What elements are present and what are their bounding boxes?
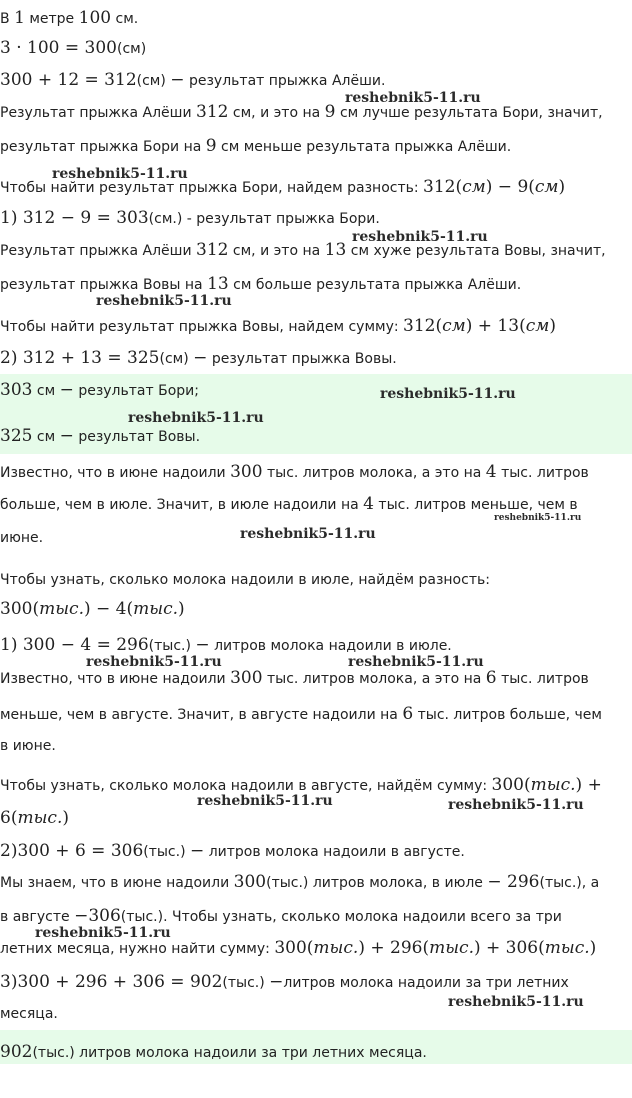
math-unit: тыс. <box>39 599 84 619</box>
text-segment: (см.) - результат прыжка Бори. <box>148 211 380 227</box>
math-expression: − <box>193 348 208 368</box>
watermark: reshebnik5-11.ru <box>35 925 171 941</box>
math-expression: −306 <box>74 906 121 926</box>
text-segment: в августе <box>0 909 75 925</box>
math-expression: − <box>59 426 74 446</box>
watermark: reshebnik5-11.ru <box>448 994 584 1010</box>
text-line <box>0 1004 58 1024</box>
text-segment: (см) <box>136 73 171 89</box>
math-unit: тыс. <box>17 808 63 828</box>
math-expression: ) <box>178 599 185 619</box>
text-segment: (см) <box>159 351 194 367</box>
text-line <box>0 668 589 689</box>
math-expression: 902 <box>0 1042 33 1062</box>
math-expression: 300 <box>230 462 263 482</box>
text-segment: тыс. литров <box>496 465 589 481</box>
math-expression: ) − 4( <box>83 599 134 619</box>
math-expression: 300 + 12 = 312 <box>0 70 137 90</box>
math-expression: ) − 9( <box>485 177 535 197</box>
math-expression: 312 <box>196 240 229 260</box>
watermark: reshebnik5-11.ru <box>240 526 376 542</box>
math-expression: 9 <box>205 136 217 156</box>
text-segment: тыс. литров молока, а это на <box>262 671 486 687</box>
math-expression: ) <box>549 316 556 336</box>
math-unit: см <box>525 316 550 336</box>
math-expression: 9 <box>324 102 336 122</box>
text-line <box>0 736 56 756</box>
math-expression: 1) 300 − 4 = 296 <box>0 635 149 655</box>
text-segment: см <box>32 429 60 445</box>
watermark: reshebnik5-11.ru <box>52 166 188 182</box>
math-unit: см <box>442 316 466 336</box>
math-expression: 300( <box>491 775 531 795</box>
watermark: reshebnik5-11.ru <box>448 797 584 813</box>
watermark: reshebnik5-11.ru <box>86 654 222 670</box>
text-line <box>0 841 465 862</box>
text-segment: литров молока надоили за три летних <box>283 975 569 991</box>
watermark: reshebnik5-11.ru <box>197 793 333 809</box>
math-expression: 300 <box>230 668 263 688</box>
text-segment: тыс. литров <box>496 671 589 687</box>
math-expression: 312 <box>196 102 229 122</box>
math-expression: 303 <box>0 380 33 400</box>
text-segment: Известно, что в июне надоили <box>0 465 231 481</box>
text-line <box>0 906 562 927</box>
text-line <box>0 380 199 401</box>
math-unit: тыс. <box>544 938 590 958</box>
text-line <box>0 274 521 295</box>
text-line <box>0 102 603 123</box>
math-expression: 3 · 100 = 300 <box>0 38 117 58</box>
text-line <box>0 136 511 157</box>
math-expression: 100 <box>78 8 112 28</box>
math-unit: тыс. <box>133 599 179 619</box>
text-line <box>0 240 606 261</box>
text-segment: результат прыжка Вовы на <box>0 277 208 293</box>
text-line <box>0 208 380 229</box>
math-unit: см <box>462 177 486 197</box>
text-segment: см, и это на <box>228 105 325 121</box>
math-expression: 4 <box>363 494 374 514</box>
math-expression: 1 <box>14 8 25 28</box>
text-segment: тыс. литров меньше, чем в <box>373 497 578 513</box>
text-segment: (тыс.) литров молока, в июле <box>266 875 488 891</box>
math-expression: 2)300 + 6 = 306 <box>0 841 144 861</box>
math-expression: ) + 13( <box>465 316 526 336</box>
text-segment: (тыс.) <box>222 975 270 991</box>
text-line <box>0 316 556 337</box>
text-segment: (см) <box>116 41 147 57</box>
text-segment: летних месяца, нужно найти сумму: <box>0 941 275 957</box>
text-line <box>0 972 569 993</box>
text-segment: литров молока надоили в августе. <box>204 844 465 860</box>
math-expression: ) + <box>575 775 602 795</box>
watermark: reshebnik5-11.ru <box>348 654 484 670</box>
math-expression: 312( <box>423 177 463 197</box>
text-segment: см больше результата прыжка Алёши. <box>228 277 522 293</box>
math-expression: − 296 <box>487 872 540 892</box>
text-line <box>0 494 578 515</box>
math-expression: − <box>190 841 205 861</box>
text-segment: меньше, чем в августе. Значит, в августе надоили на <box>0 707 403 723</box>
math-expression: 1) 312 − 9 = 303 <box>0 208 149 228</box>
text-line <box>0 635 452 656</box>
text-segment: результат прыжка Алёши. <box>184 73 386 89</box>
text-segment: см лучше результата Бори, значит, <box>335 105 603 121</box>
text-segment: результат Бори; <box>73 383 199 399</box>
text-line <box>0 704 602 725</box>
text-segment: (тыс.), а <box>539 875 600 891</box>
text-segment: больше, чем в июле. Значит, в июле надоили на <box>0 497 364 513</box>
watermark: reshebnik5-11.ru <box>128 410 264 426</box>
text-segment: Результат прыжка Алёши <box>0 243 197 259</box>
text-segment: Чтобы найти результат прыжка Вовы, найдем сумму: <box>0 319 404 335</box>
text-line <box>0 348 397 369</box>
math-expression: 312( <box>403 316 443 336</box>
math-expression: − <box>269 972 284 992</box>
math-expression: 2) 312 + 13 = 325 <box>0 348 160 368</box>
math-unit: тыс. <box>313 938 359 958</box>
math-unit: см <box>534 177 559 197</box>
math-expression: ) <box>589 938 597 958</box>
text-line <box>0 808 69 829</box>
text-segment: месяца. <box>0 1006 58 1022</box>
text-segment: в июне. <box>0 738 56 754</box>
watermark: reshebnik5-11.ru <box>345 90 481 106</box>
text-segment: В <box>0 11 15 27</box>
math-expression: 13 <box>324 240 347 260</box>
text-segment: (тыс.) <box>148 638 196 654</box>
math-expression: 6 <box>402 704 414 724</box>
text-segment: см хуже результата Вовы, значит, <box>346 243 606 259</box>
math-expression: − <box>59 380 74 400</box>
text-segment: Чтобы узнать, сколько молока надоили в июле, найдём разность: <box>0 572 490 588</box>
math-expression: 3)300 + 296 + 306 = 902 <box>0 972 223 992</box>
math-expression: 6 <box>485 668 497 688</box>
text-line <box>0 38 146 59</box>
math-expression: 6( <box>0 808 18 828</box>
text-segment: июне. <box>0 530 44 546</box>
text-segment: литров молока надоили в июле. <box>209 638 452 654</box>
text-segment: Чтобы найти результат прыжка Бори, найдем разность: <box>0 180 424 196</box>
text-segment: см, и это на <box>228 243 325 259</box>
watermark: reshebnik5-11.ru <box>96 293 232 309</box>
math-expression: − <box>170 70 185 90</box>
text-line <box>0 528 43 548</box>
math-expression: 13 <box>207 274 229 294</box>
text-line <box>0 872 599 893</box>
math-expression: − <box>195 635 210 655</box>
math-expression: 300( <box>0 599 40 619</box>
text-line <box>0 570 490 590</box>
text-segment: метре <box>24 11 79 27</box>
text-line <box>0 8 138 29</box>
text-segment: (тыс.) литров молока надоили за три летних месяца. <box>32 1045 427 1061</box>
math-expression: 300 <box>233 872 267 892</box>
math-expression: 325 <box>0 426 33 446</box>
text-segment: Мы знаем, что в июне надоили <box>0 875 234 891</box>
text-line <box>0 426 200 447</box>
math-expression: ) + 296( <box>358 938 430 958</box>
watermark: reshebnik5-11.ru <box>352 229 488 245</box>
text-line <box>0 938 596 959</box>
math-expression: ) <box>62 808 69 828</box>
watermark: reshebnik5-11.ru <box>380 386 516 402</box>
math-unit: тыс. <box>429 938 474 958</box>
text-segment: см. <box>111 11 139 27</box>
text-segment: Чтобы узнать, сколько молока надоили в августе, найдём сумму: <box>0 778 492 794</box>
text-line <box>0 462 589 483</box>
text-segment: Известно, что в июне надоили <box>0 671 231 687</box>
text-segment: тыс. литров больше, чем <box>413 707 602 723</box>
text-segment: Результат прыжка Алёши <box>0 105 197 121</box>
text-segment: (тыс.). Чтобы узнать, сколько молока надоили всего за три <box>120 909 562 925</box>
text-segment: см меньше результата прыжка Алёши. <box>216 139 512 155</box>
math-expression: ) <box>558 177 566 197</box>
text-line <box>0 70 385 91</box>
math-expression: 300( <box>274 938 314 958</box>
math-expression: ) + 306( <box>473 938 545 958</box>
text-segment: (тыс.) <box>143 844 190 860</box>
text-segment: тыс. литров молока, а это на <box>262 465 486 481</box>
text-line <box>0 1042 427 1063</box>
math-unit: тыс. <box>530 775 576 795</box>
text-segment: результат прыжка Бори на <box>0 139 206 155</box>
text-segment: результат Вовы. <box>73 429 201 445</box>
math-expression: 4 <box>485 462 497 482</box>
text-segment: результат прыжка Вовы. <box>207 351 397 367</box>
text-line <box>0 599 185 620</box>
text-segment: см <box>32 383 60 399</box>
watermark: reshebnik5-11.ru <box>494 513 582 523</box>
